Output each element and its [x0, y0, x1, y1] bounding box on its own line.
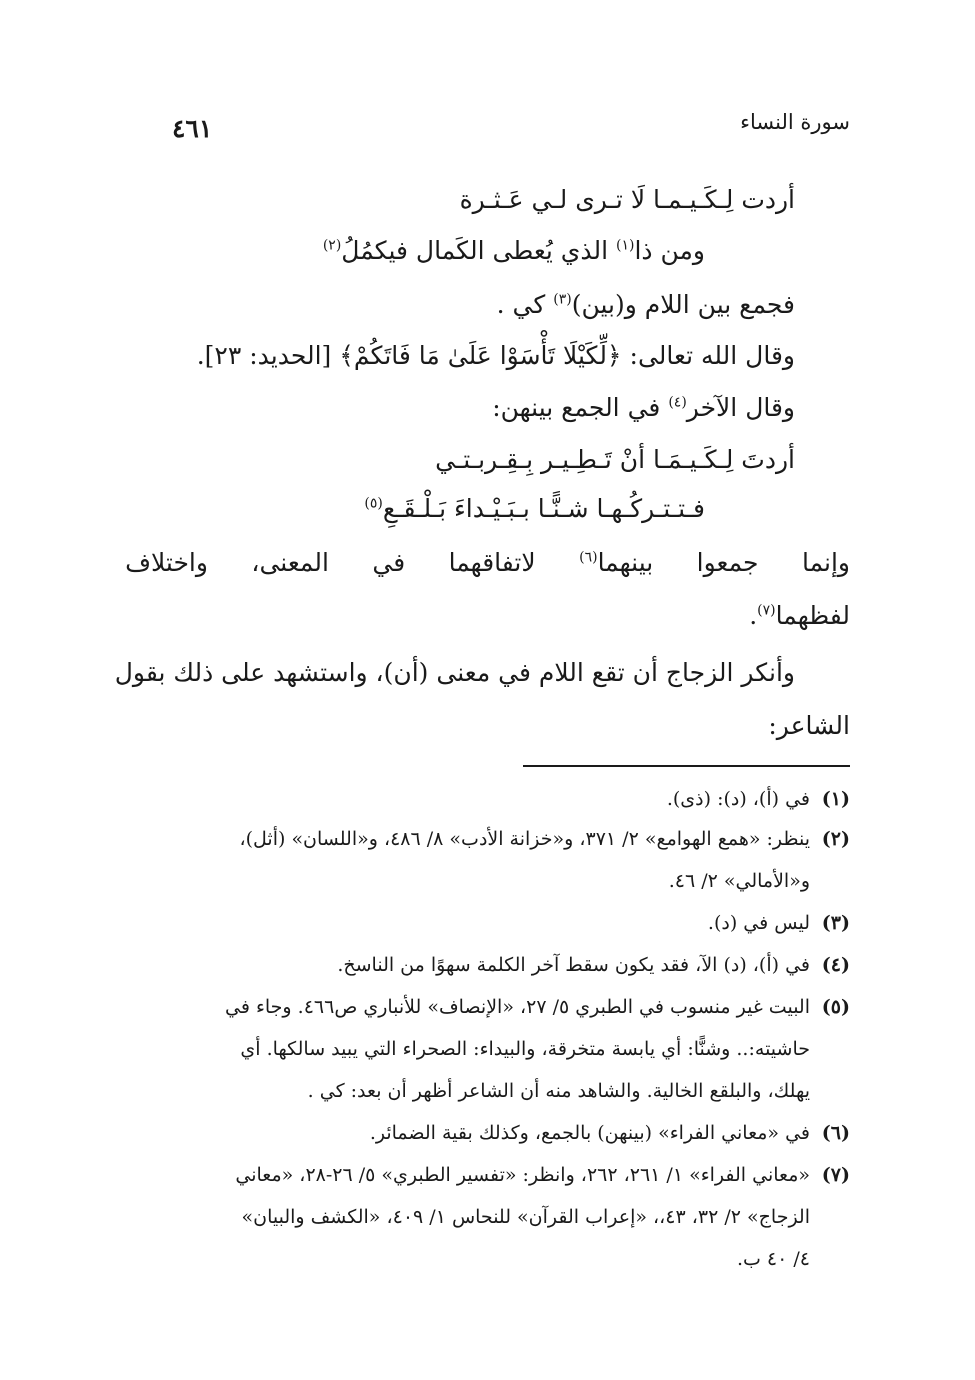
verse-2-second-text: فـتـتـركُـهـا شـنًّـا بـبَـيْـداءَ بَـلْـقَـعِ [382, 494, 705, 523]
para-1-line-2-text: لفظهما [775, 601, 850, 630]
body-line-5-text-a: وقال الآخر [686, 393, 795, 422]
para-1-word: لاتفاقهما [448, 548, 536, 577]
footnote-3: ليس في (د). [707, 912, 810, 934]
para-1-word: بينهما [597, 548, 654, 577]
verse-1-second-hemistich [323, 238, 705, 263]
footnote-5-line-1: البيت غير منسوب في الطبري ٥/ ٢٧، «الإنصاف» للأنباري ص٤٦٦. وجاء في [225, 996, 810, 1018]
verse-2-first-hemistich: أردتَ لِـكَـيـمَـا أنْ تَـطِـيـر بِـقِـربـتـي [435, 445, 795, 474]
footnote-2-line-2: و«الأمالي» ٢/ ٤٦. [668, 870, 810, 892]
footnote-ref-7: (٧) [757, 602, 776, 619]
page-number: ٤٦١ [172, 114, 213, 143]
footnote-number: (٤) [821, 954, 850, 976]
verse-2-second-hemistich [364, 496, 705, 521]
body-line-5 [492, 395, 795, 420]
footnote-ref-2: (٢) [322, 237, 342, 254]
footnote-ref-6: (٦) [579, 549, 598, 566]
footnote-7-line-1: «معاني الفراء» ١/ ٢٦١، ٢٦٢، وانظر: «تفسير الطبري» ٥/ ٢٦-٢٨، «معاني [235, 1164, 810, 1186]
footnote-7-line-3: ٤/ ٤٠ ب. [736, 1248, 810, 1270]
footnote-number: (٦) [821, 1122, 850, 1144]
verse-1-first-hemistich: أردت لِـكَـيـمـا لَا تـرى لـي عَـثـرة [459, 185, 795, 214]
paragraph-1-line-2 [749, 603, 850, 628]
paragraph-1-line-1 [125, 550, 850, 575]
footnote-number: (١) [821, 788, 850, 810]
verse-1-second-text-b: الذي يُعطى الكَمال فيكمُلُ [341, 236, 616, 265]
footnote-5-line-2: حاشيته:.. وشنًّا: أي يابسة متخرقة، والبيداء: الصحراء التي يبيد سالكها. أي [240, 1038, 810, 1060]
footnote-5-line-3: يهلك، والبلقع الخالية. والشاهد منه أن الشاعر أظهر أن بعد: كي . [307, 1080, 810, 1102]
verse-1-second-text-a: ومن ذا [634, 236, 705, 265]
paragraph-2-line-1: وأنكر الزجاج أن تقع اللام في معنى (أن)، واستشهد على ذلك بقول [114, 658, 795, 687]
footnote-4: في (أ)، (د) الآ، فقد يكون سقط آخر الكلمة سهوًا من الناسخ. [337, 954, 810, 976]
footnote-6: في «معاني الفراء» (بينهن) بالجمع، وكذلك بقية الضمائر. [369, 1122, 810, 1144]
body-line-3 [497, 292, 795, 317]
footnote-number: (٢) [821, 828, 850, 850]
para-1-word: المعنى، [251, 548, 329, 577]
body-line-3-text-b: كي . [496, 290, 554, 319]
footnote-number: (٥) [821, 996, 850, 1018]
footnote-ref-4: (٤) [668, 394, 687, 411]
footnote-1: في (أ)، (د): (ذى). [666, 788, 810, 810]
para-1-word: جمعوا [696, 548, 759, 577]
body-line-3-text-a: فجمع بين اللام و(بين) [571, 290, 795, 319]
para-1-word: في [372, 548, 406, 577]
quran-verse-line: وقال الله تعالى: ﴿لِّكَيْلَا تَأْسَوْا عَلَىٰ مَا فَاتَكُمْ﴾ [الحديد: ٢٣]. [196, 341, 795, 370]
footnote-ref-5: (٥) [364, 495, 383, 512]
body-line-5-text-b: في الجمع بينهن: [492, 393, 669, 422]
footnote-2-line-1: ينظر: «همع الهوامع» ٢/ ٣٧١، و«خزانة الأدب» ٨/ ٤٨٦، و«اللسان» (أثل)، [239, 828, 810, 850]
para-1-word-with-ref [579, 550, 653, 575]
paragraph-2-line-2: الشاعر: [768, 711, 850, 740]
para-1-word: وإنما [801, 548, 850, 577]
para-1-word: واختلاف [125, 548, 208, 577]
running-title: سورة النساء [740, 110, 850, 134]
footnote-7-line-2: الزجاج» ٢/ ٣٢، ٤٣،، «إعراب القرآن» للنحاس ١/ ٤٠٩، «الكشف والبيان» [241, 1206, 810, 1228]
footnote-separator [523, 765, 850, 767]
footnote-ref-3: (٣) [553, 291, 572, 308]
footnote-number: (٧) [821, 1164, 850, 1186]
footnote-number: (٣) [821, 912, 850, 934]
footnote-ref-1: (١) [616, 237, 635, 254]
para-1-line-2-end: . [749, 601, 758, 630]
